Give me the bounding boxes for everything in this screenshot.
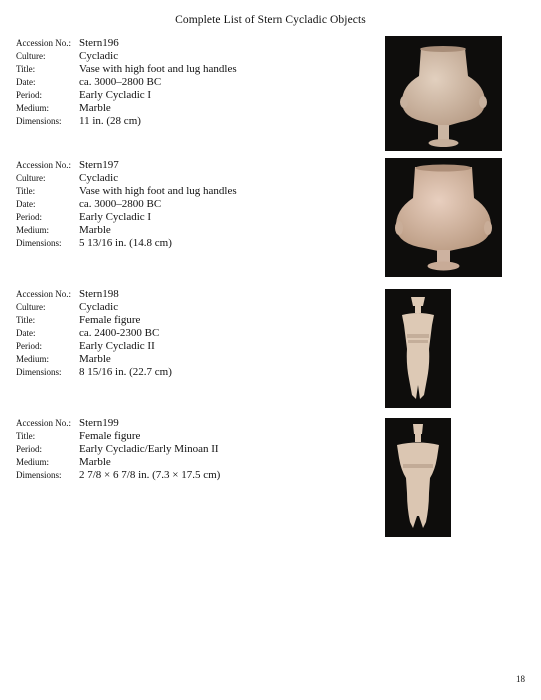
object-record <box>16 288 356 379</box>
field-label: Title: <box>16 64 36 74</box>
field-value: Marble <box>79 224 111 236</box>
field-period <box>16 340 356 353</box>
field-accession <box>16 417 356 430</box>
field-label: Dimensions: <box>16 238 62 248</box>
field-label: Medium: <box>16 354 49 364</box>
vase-illustration <box>385 36 502 151</box>
field-label: Date: <box>16 77 36 87</box>
field-value: Vase with high foot and lug handles <box>79 185 237 197</box>
field-title <box>16 185 356 198</box>
field-value: Early Cycladic I <box>79 89 152 101</box>
field-medium <box>16 224 356 237</box>
field-value: ca. 3000–2800 BC <box>79 198 162 210</box>
field-label: Culture: <box>16 302 46 312</box>
field-label: Medium: <box>16 457 49 467</box>
object-record <box>16 417 356 482</box>
field-culture <box>16 50 356 63</box>
field-period <box>16 443 356 456</box>
field-dimensions <box>16 237 356 250</box>
field-accession <box>16 288 356 301</box>
field-value: Vase with high foot and lug handles <box>79 63 237 75</box>
figure-photo <box>385 289 451 408</box>
field-dimensions <box>16 469 356 482</box>
field-value: 8 15/16 in. (22.7 cm) <box>79 366 172 378</box>
vase-photo <box>385 36 502 151</box>
field-period <box>16 211 356 224</box>
field-label: Dimensions: <box>16 367 62 377</box>
field-label: Period: <box>16 444 42 454</box>
field-value: Marble <box>79 353 111 365</box>
field-label: Date: <box>16 328 36 338</box>
field-value: 2 7/8 × 6 7/8 in. (7.3 × 17.5 cm) <box>79 469 221 481</box>
object-record <box>16 37 356 128</box>
field-value: Female figure <box>79 430 141 442</box>
field-label: Title: <box>16 186 36 196</box>
field-title <box>16 314 356 327</box>
field-value: Stern197 <box>79 159 119 171</box>
field-label: Accession No.: <box>16 289 71 299</box>
field-dimensions <box>16 115 356 128</box>
field-culture <box>16 172 356 185</box>
field-date <box>16 76 356 89</box>
field-label: Period: <box>16 341 42 351</box>
field-label: Dimensions: <box>16 116 62 126</box>
field-value: 11 in. (28 cm) <box>79 115 141 127</box>
field-value: 5 13/16 in. (14.8 cm) <box>79 237 172 249</box>
field-label: Medium: <box>16 225 49 235</box>
field-value: Stern196 <box>79 37 119 49</box>
field-value: Cycladic <box>79 172 119 184</box>
field-accession <box>16 159 356 172</box>
field-label: Culture: <box>16 173 46 183</box>
field-period <box>16 89 356 102</box>
field-label: Date: <box>16 199 36 209</box>
field-label: Accession No.: <box>16 418 71 428</box>
field-label: Culture: <box>16 51 46 61</box>
field-value: ca. 3000–2800 BC <box>79 76 162 88</box>
field-value: ca. 2400-2300 BC <box>79 327 160 339</box>
field-value: Cycladic <box>79 301 119 313</box>
field-culture <box>16 301 356 314</box>
field-label: Title: <box>16 315 36 325</box>
figure-illustration <box>385 418 451 537</box>
field-value: Early Cycladic II <box>79 340 155 352</box>
field-date <box>16 198 356 211</box>
field-medium <box>16 353 356 366</box>
figure-photo <box>385 418 451 537</box>
figure-illustration <box>385 289 451 408</box>
vase-illustration <box>385 158 502 277</box>
field-label: Dimensions: <box>16 470 62 480</box>
field-label: Period: <box>16 212 42 222</box>
field-date <box>16 327 356 340</box>
field-label: Period: <box>16 90 42 100</box>
field-value: Cycladic <box>79 50 119 62</box>
field-label: Title: <box>16 431 36 441</box>
field-medium <box>16 456 356 469</box>
field-label: Accession No.: <box>16 38 71 48</box>
field-value: Marble <box>79 102 111 114</box>
page-number: 18 <box>516 674 525 684</box>
field-value: Early Cycladic I <box>79 211 152 223</box>
field-value: Stern199 <box>79 417 119 429</box>
field-label: Medium: <box>16 103 49 113</box>
field-title <box>16 430 356 443</box>
page-title: Complete List of Stern Cycladic Objects <box>175 14 366 26</box>
field-value: Female figure <box>79 314 141 326</box>
field-label: Accession No.: <box>16 160 71 170</box>
field-dimensions <box>16 366 356 379</box>
field-value: Early Cycladic/Early Minoan II <box>79 443 219 455</box>
field-value: Marble <box>79 456 111 468</box>
field-accession <box>16 37 356 50</box>
field-title <box>16 63 356 76</box>
field-medium <box>16 102 356 115</box>
object-record <box>16 159 356 250</box>
field-value: Stern198 <box>79 288 119 300</box>
vase-photo <box>385 158 502 277</box>
